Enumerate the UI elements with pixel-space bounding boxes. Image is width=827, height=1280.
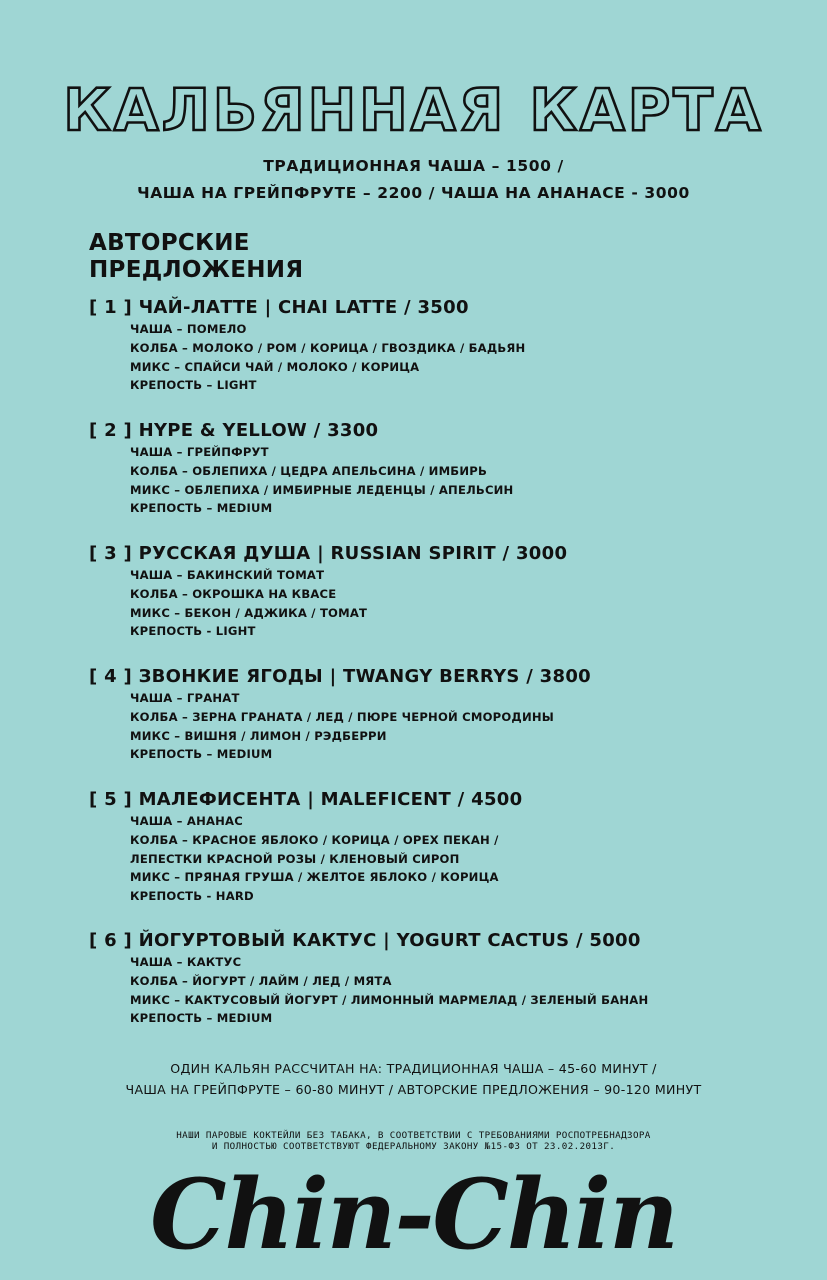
menu-item-name: [ 6 ] ЙОГУРТОВЫЙ КАКТУС | YOGURT CACTUS / 5000 <box>89 930 641 951</box>
duration-note <box>0 1058 827 1100</box>
menu-item-maleficent <box>89 788 789 929</box>
menu-item-line: КРЕПОСТЬ – MEDIUM <box>130 1011 273 1026</box>
legal-disclaimer <box>0 1130 827 1152</box>
price-line-traditional: ТРАДИЦИОННАЯ ЧАША – 1500 / <box>263 157 564 175</box>
menu-item-line: ЧАША – ПОМЕЛО <box>130 322 247 336</box>
menu-item-line: ЛЕПЕСТКИ КРАСНОЙ РОЗЫ / КЛЕНОВЫЙ СИРОП <box>130 851 460 866</box>
menu-item-twangy-berrys <box>89 665 789 788</box>
menu-item-line: КРЕПОСТЬ – LIGHT <box>130 378 257 393</box>
menu-item-details <box>89 566 789 641</box>
menu-item-line: МИКС – ПРЯНАЯ ГРУША / ЖЕЛТОЕ ЯБЛОКО / КОРИЦА <box>130 870 499 885</box>
menu-item-name: [ 5 ] МАЛЕФИСЕНТА | MALEFICENT / 4500 <box>89 789 523 810</box>
menu-item-line: ЧАША – АНАНАС <box>130 814 243 828</box>
menu-item-yogurt-cactus <box>89 929 789 1052</box>
menu-item-line: КРЕПОСТЬ - HARD <box>130 889 254 904</box>
menu-item-name: [ 3 ] РУССКАЯ ДУША | RUSSIAN SPIRIT / 3000 <box>89 543 568 564</box>
menu-item-name: [ 1 ] ЧАЙ-ЛАТТЕ | CHAI LATTE / 3500 <box>89 297 469 318</box>
menu-item-line: ЧАША – БАКИНСКИЙ ТОМАТ <box>130 568 325 582</box>
menu-item-line: КОЛБА – ОКРОШКА НА КВАСЕ <box>130 586 337 601</box>
page-title: КАЛЬЯННАЯ КАРТА <box>63 76 764 144</box>
menu-item-line: МИКС – ОБЛЕПИХА / ИМБИРНЫЕ ЛЕДЕНЦЫ / АПЕЛЬСИН <box>130 482 514 497</box>
menu-item-name: [ 4 ] ЗВОНКИЕ ЯГОДЫ | TWANGY BERRYS / 3800 <box>89 666 591 687</box>
menu-item-details <box>89 812 789 906</box>
menu-item-line: МИКС – КАКТУСОВЫЙ ЙОГУРТ / ЛИМОННЫЙ МАРМЕЛАД / ЗЕЛЕНЫЙ БАНАН <box>130 992 649 1007</box>
brand-logo: Chin-Chin <box>150 1158 677 1271</box>
section-title-line-1: АВТОРСКИЕ <box>89 230 250 256</box>
menu-item-line: ЧАША – ГРЕЙПФРУТ <box>130 445 269 459</box>
menu-item-details <box>89 689 789 764</box>
menu-item-chai-latte <box>89 296 789 419</box>
bowl-prices <box>0 153 827 207</box>
menu-item-line: МИКС – СПАЙСИ ЧАЙ / МОЛОКО / КОРИЦА <box>130 359 420 374</box>
menu-item-line: КОЛБА – ЙОГУРТ / ЛАЙМ / ЛЕД / МЯТА <box>130 973 392 988</box>
menu-item-russian-spirit <box>89 542 789 665</box>
duration-line-2: ЧАША НА ГРЕЙПФРУТЕ – 60-80 МИНУТ / АВТОРСКИЕ ПРЕДЛОЖЕНИЯ – 90-120 МИНУТ <box>125 1082 702 1097</box>
menu-item-line: КОЛБА – МОЛОКО / РОМ / КОРИЦА / ГВОЗДИКА / БАДЬЯН <box>130 340 526 355</box>
disclaimer-line-2: И ПОЛНОСТЬЮ СООТВЕТСТВУЮТ ФЕДЕРАЛЬНОМУ ЗАКОНУ №15-ФЗ ОТ 23.02.2013Г. <box>211 1141 616 1152</box>
section-title-line-2: ПРЕДЛОЖЕНИЯ <box>89 257 304 283</box>
menu-item-line: МИКС – БЕКОН / АДЖИКА / ТОМАТ <box>130 605 368 620</box>
menu-item-line: КРЕПОСТЬ – MEDIUM <box>130 747 273 762</box>
menu-item-line: КОЛБА – ОБЛЕПИХА / ЦЕДРА АПЕЛЬСИНА / ИМБИРЬ <box>130 463 487 478</box>
menu-item-hype-yellow <box>89 419 789 542</box>
menu-item-details <box>89 953 789 1028</box>
menu-item-details <box>89 443 789 518</box>
menu-item-line: КРЕПОСТЬ - LIGHT <box>130 624 256 639</box>
menu-item-line: МИКС – ВИШНЯ / ЛИМОН / РЭДБЕРРИ <box>130 728 387 743</box>
price-line-fruit-bowls: ЧАША НА ГРЕЙПФРУТЕ – 2200 / ЧАША НА АНАНАСЕ - 3000 <box>137 184 690 202</box>
disclaimer-line-1: НАШИ ПАРОВЫЕ КОКТЕЙЛИ БЕЗ ТАБАКА, В СООТВЕТСТВИИ С ТРЕБОВАНИЯМИ РОСПОТРЕБНАДЗОРА <box>176 1130 651 1141</box>
section-title <box>89 230 303 284</box>
menu-item-line: ЧАША – ГРАНАТ <box>130 691 240 705</box>
menu-item-name: [ 2 ] HYPE & YELLOW / 3300 <box>89 420 379 441</box>
menu-item-line: ЧАША – КАКТУС <box>130 955 242 969</box>
duration-line-1: ОДИН КАЛЬЯН РАССЧИТАН НА: ТРАДИЦИОННАЯ ЧАША – 45-60 МИНУТ / <box>170 1061 657 1076</box>
menu-item-line: КОЛБА – ЗЕРНА ГРАНАТА / ЛЕД / ПЮРЕ ЧЕРНОЙ СМОРОДИНЫ <box>130 709 554 724</box>
menu-item-line: КРЕПОСТЬ – MEDIUM <box>130 501 273 516</box>
menu-item-line: КОЛБА – КРАСНОЕ ЯБЛОКО / КОРИЦА / ОРЕХ ПЕКАН / <box>130 832 499 847</box>
menu-item-details <box>89 320 789 395</box>
menu-items <box>89 296 789 1052</box>
